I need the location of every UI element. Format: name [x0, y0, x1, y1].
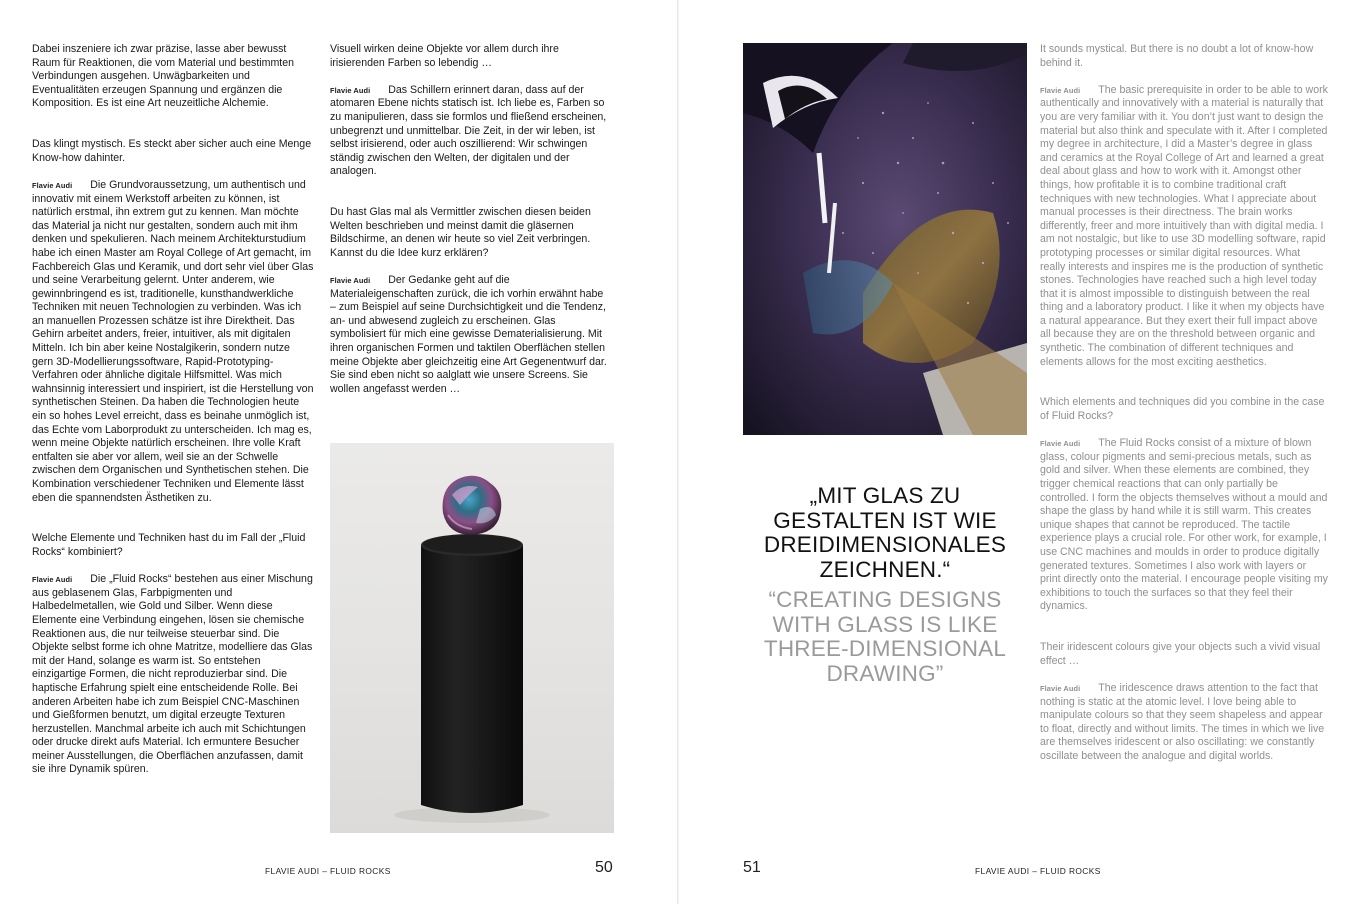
speaker-label: Flavie Audi	[1040, 683, 1081, 693]
interview-question: It sounds mystical. But there is no doubt a lot of know-how behind it.	[1040, 43, 1314, 69]
interview-answer	[1040, 84, 1328, 369]
speaker-label: Flavie Audi	[32, 180, 73, 190]
pull-quote	[760, 484, 1010, 686]
interview-question: Das klingt mystisch. Es steckt aber sicher auch eine Menge Know-how dahinter.	[32, 138, 312, 164]
left-page-running-footer: FLAVIE AUDI – FLUID ROCKS	[265, 866, 391, 876]
pull-quote-english: “CREATING DESIGNS WITH GLASS IS LIKE THREE-DIMENSIONAL DRAWING”	[763, 587, 1007, 686]
left-page-column-2	[330, 43, 612, 410]
interview-answer	[330, 274, 612, 396]
interview-question: Which elements and techniques did you combine in the case of Fluid Rocks?	[1040, 396, 1325, 423]
interview-answer	[32, 573, 314, 777]
answer-text: Das Schillern erinnert daran, dass auf der atomaren Ebene nichts statisch ist. Ich liebe es, Farben so zu manipulieren, dass sie formlos und fließend erscheinen, unbegrenzt und unmittelbar. Die Zeit, in der wir leben, ist selbst irisierend, oder auch oszillierend: Wir schwingen ständig zwischen den Welten, der digitalen und der analogen.	[330, 83, 607, 178]
interview-answer	[1040, 682, 1328, 764]
answer-text: The iridescence draws attention to the fact that nothing is static at the atomic level. I love being able to manipulate colours so that they seem shapeless and appear to float, directly and without limits. The times in which we live are themselves iridescent or also oscillating: we constantly oscillate between the analogue and digital worlds.	[1040, 681, 1325, 762]
right-page-column-english	[1040, 43, 1328, 777]
speaker-label: Flavie Audi	[330, 276, 371, 286]
speaker-label: Flavie Audi	[330, 85, 371, 95]
answer-text: Die „Fluid Rocks“ bestehen aus einer Mischung aus geblasenem Glas, Farbpigmenten und Halbedelmetallen, wie Gold und Silber. Wenn diese Elemente eine Verbindung eingehen, lösen sie chemische Reaktionen aus, die nur teilweise steuerbar sind. Die Objekte selbst forme ich ohne Matritze, modelliere das Glas mit der Hand, solange es warm ist. So entstehen einzigartige Formen, die nicht reproduzierbar sind. Die haptische Erfahrung spielt eine entscheidende Rolle. Bei anderen Arbeiten habe ich zum Beispiel CNC-Maschinen und Gießformen benutzt, um digital erzeugte Texturen herzustellen. Manchmal arbeite ich auch mit Schichtungen oder drucke direkt aufs Material. Ich ermuntere Besucher meiner Ausstellungen, die Oberflächen anzufassen, damit sie ihre Dynamik spüren.	[32, 573, 313, 776]
pull-quote-german: „MIT GLAS ZU GESTALTEN IST WIE DREIDIMENSIONALES ZEICHNEN.“	[763, 483, 1007, 582]
right-page-number: 51	[743, 859, 761, 876]
speaker-label: Flavie Audi	[32, 575, 73, 585]
interview-question: Welche Elemente und Techniken hast du im Fall der „Fluid Rocks“ kombiniert?	[32, 532, 306, 558]
answer-text: Die Grundvoraussetzung, um authentisch und innovativ mit einem Werkstoff arbeiten zu können, ist natürlich erstmal, ihn extrem gut zu kennen. Man möchte das Material ja nicht nur gestalten, sondern auch mit ihm denken und spekulieren. Nach meinem Architekturstudium habe ich einen Master am Royal College of Art gemacht, im Fachbereich Glas und Keramik, und dort sehr viel über Glas und seine Verarbeitung gelernt. Unter anderem, wie gewinnbringend es ist, traditionelle, kunsthandwerkliche Techniken mit neuen Technologien zu verbinden. Was ich an manuellen Prozessen schätze ist ihre Direktheit. Das Gehirn arbeitet anders, freier, intuitiver, als mit digitalen Mitteln. Ich bin aber keine Nostalgikerin, sondern nutze gern 3D-Modellierungssoftware, Rapid-Prototyping-Verfahren oder ähnliche digitale Hilfsmittel. Was mich wahnsinnig interessiert und inspiriert, ist die Herstellung von synthetischen Steinen. Da haben die Technologien heute ein so hohes Level erreicht, dass es beinahe unmöglich ist, das Echte vom Laborprodukt zu unterscheiden. Ich mag es, wenn meine Objekte natürlich erscheinen. Ihre volle Kraft entfalten sie aber vor allem, weil sie an der Schwelle zwischen dem Organischen und Synthetischen stehen. Die Kombination verschiedener Techniken und Elemente lässt eben die spannendsten Ästhetiken zu.	[32, 178, 314, 504]
speaker-label: Flavie Audi	[1040, 439, 1081, 449]
interview-answer	[1040, 437, 1328, 614]
page-gutter	[677, 0, 679, 904]
interview-question: Du hast Glas mal als Vermittler zwischen diesen beiden Welten beschrieben und meinst damit die gläsernen Bildschirme, an denen wir heute so viel Zeit verbringen. Kannst du die Idee kurz erklären?	[330, 206, 591, 259]
left-page-column-1	[32, 43, 314, 791]
left-page-number: 50	[595, 859, 613, 876]
right-page-running-footer: FLAVIE AUDI – FLUID ROCKS	[975, 866, 1101, 876]
interview-answer	[32, 179, 314, 505]
answer-text: The Fluid Rocks consist of a mixture of blown glass, colour pigments and semi-precious metals, such as gold and silver. When these elements are combined, they trigger chemical reactions that can only partially be controlled. I form the objects themselves without a mould and shape the glass by hand while it is still warm. This creates unique shapes that cannot be reproduced. The tactile experience plays a crucial role. For other work, for example, I use CNC machines and moulds in order to produce digitally generated textures. Sometimes I also work with layers or print directly onto the material. I encourage people visiting my exhibitions to touch the surfaces so that they feel their dynamics.	[1040, 437, 1328, 613]
interview-question: Visuell wirken deine Objekte vor allem durch ihre irisierenden Farben so lebendig …	[330, 43, 559, 69]
interview-question: Their iridescent colours give your objects such a vivid visual effect …	[1040, 641, 1321, 667]
fluid-rock-on-pedestal-photo	[330, 443, 614, 833]
answer-text: The basic prerequisite in order to be able to work authentically and innovatively with a material is naturally that you are very familiar with it. You don’t just want to design the material but also think and speculate with it. After I completed my degree in architecture, I did a Master’s degree in glass and ceramics at the Royal College of Art and learned a great deal about glass and how to work with it. Amongst other things, how profitable it is to combine traditional craft techniques with new technologies. What I appreciate about manual processes is their directness. The brain works differently, freer and more intuitively than with digital media. I am not nostalgic, but like to use 3D modelling software, rapid prototyping processes or similar digital resources. What really interests and inspires me is the production of synthetic stones. Technologies have reached such a high level today that it is almost impossible to distinguish between the real thing and a laboratory product. I like it when my objects have a natural appearance. But they exert their full impact above all because they are on the threshold between organic and synthetic. The combination of different techniques and elements allows for the most exciting aesthetics.	[1040, 83, 1328, 368]
glass-closeup-photo	[743, 43, 1027, 435]
answer-text: Der Gedanke geht auf die Materialeigenschaften zurück, die ich vorhin erwähnt habe – zum Beispiel auf seine Durchsichtigkeit und die Tendenz, an- und abwesend zugleich zu erscheinen. Glas symbolisiert für mich eine gewisse Dematerialisierung. Mit ihren organischen Formen und taktilen Oberflächen stellen meine Objekte aber gleichzeitig eine Art Gegenentwurf dar. Sie sind eben nicht so aalglatt wie unsere Screens. Sie wollen angefasst werden …	[330, 274, 607, 395]
interview-answer	[330, 84, 612, 179]
intro-paragraph: Dabei inszeniere ich zwar präzise, lasse aber bewusst Raum für Reaktionen, die vom Material und bestimmten Verbindungen ausgehen. Unwägbarkeiten und Eventualitäten erzeugen Spannung und ergänzen die Komposition. Es ist eine Art neuzeitliche Alchemie.	[32, 43, 295, 110]
speaker-label: Flavie Audi	[1040, 85, 1081, 95]
